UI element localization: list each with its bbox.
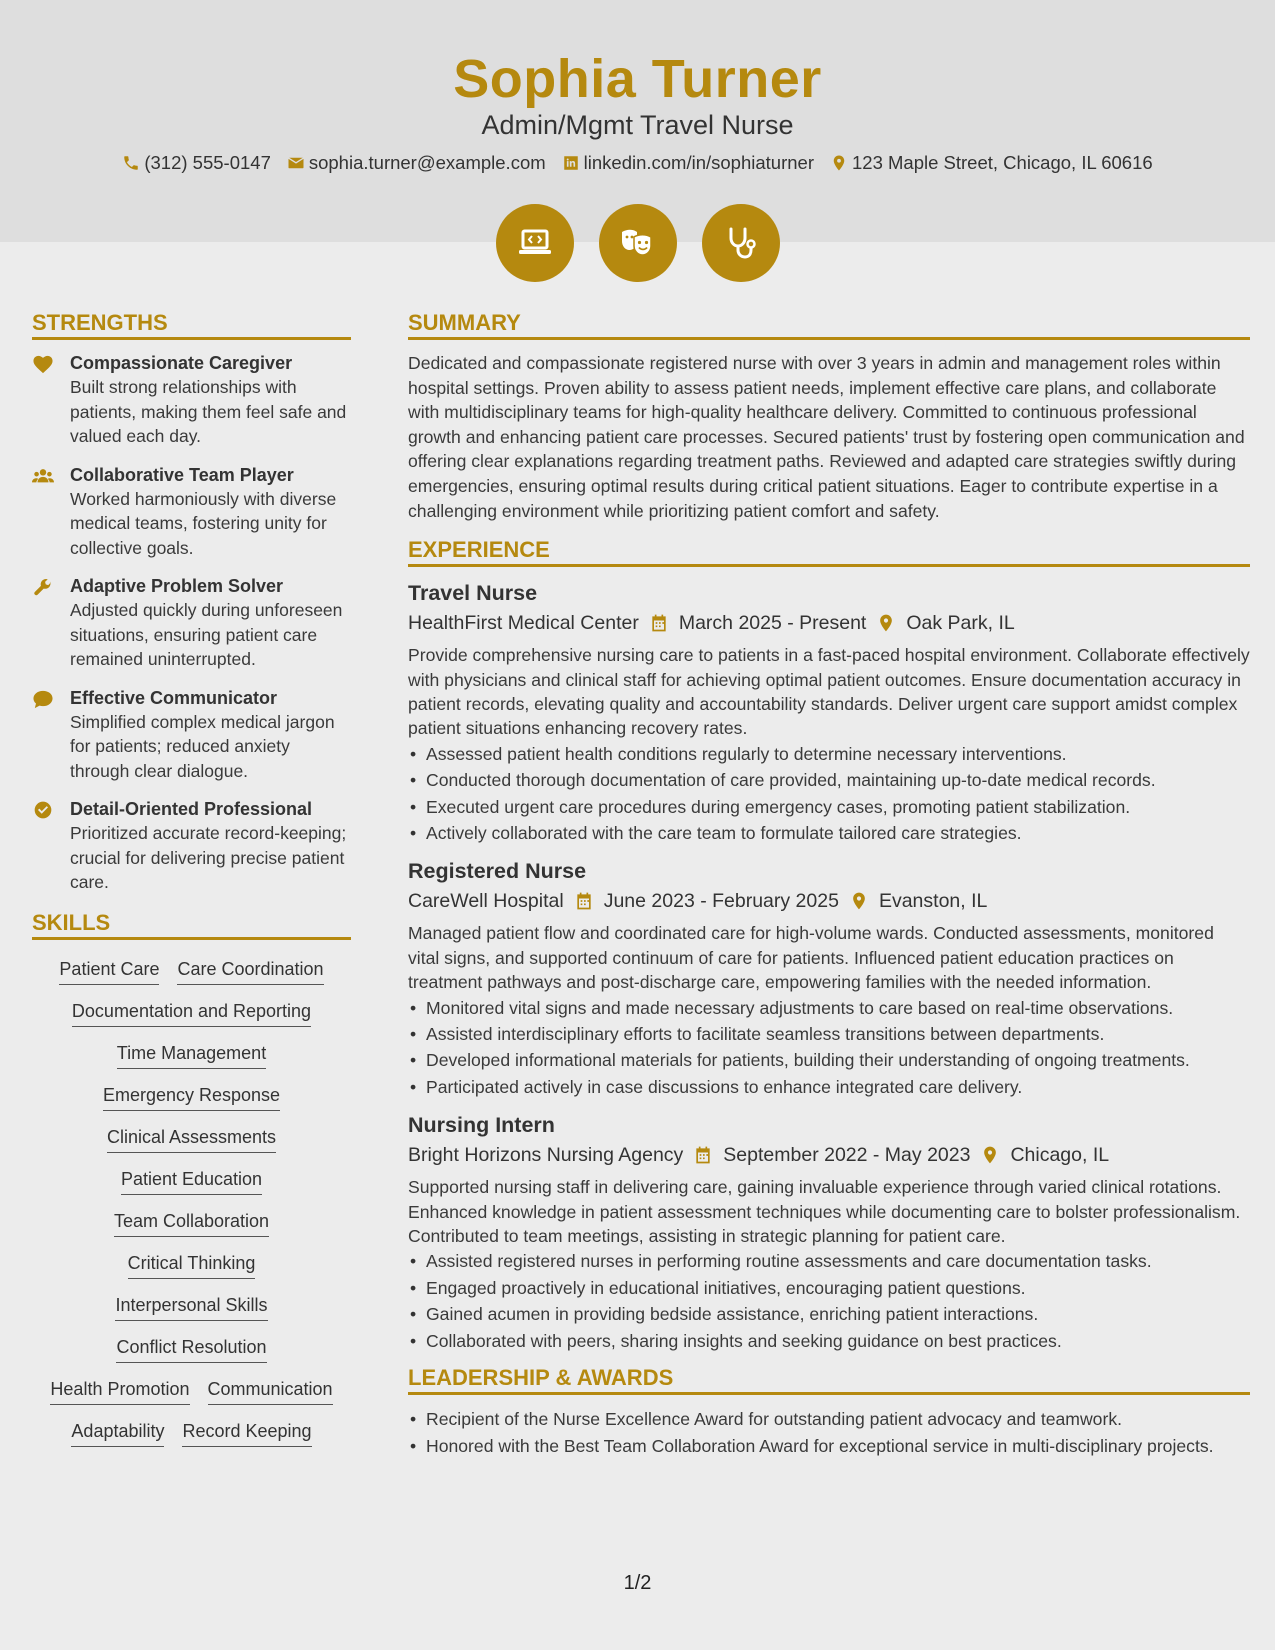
list-item: • Assisted registered nurses in performing routine assessments and care documentation tasks. bbox=[408, 1249, 1250, 1273]
list-item: • Conducted thorough documentation of care provided, maintaining up-to-date medical records. bbox=[408, 768, 1250, 792]
strength-desc: Worked harmoniously with diverse medical teams, fostering unity for collective goals. bbox=[70, 488, 337, 558]
right-column bbox=[408, 310, 1250, 1460]
job-location: Evanston, IL bbox=[878, 890, 988, 913]
contact-address bbox=[830, 152, 1153, 174]
job-entry bbox=[408, 1111, 1250, 1353]
job-company: Bright Horizons Nursing Agency bbox=[408, 1144, 684, 1167]
list-item: • Gained acumen in providing bedside assistance, enriching patient interactions. bbox=[408, 1302, 1250, 1326]
skill-row bbox=[32, 1208, 351, 1237]
job-role: Registered Nurse bbox=[408, 859, 587, 884]
skill-row bbox=[32, 998, 351, 1027]
job-entry bbox=[408, 579, 1250, 845]
list-item: • Actively collaborated with the care team to formulate tailored care strategies. bbox=[408, 821, 1250, 845]
skill-row bbox=[32, 1082, 351, 1111]
stethoscope-icon bbox=[721, 223, 761, 263]
skill-tag: Conflict Resolution bbox=[116, 1334, 266, 1363]
list-item: • Engaged proactively in educational initiatives, encouraging patient questions. bbox=[408, 1276, 1250, 1300]
skill-row bbox=[32, 1334, 351, 1363]
job-role: Nursing Intern bbox=[408, 1113, 555, 1138]
job-bullets bbox=[408, 742, 1250, 846]
wrench-icon bbox=[32, 577, 54, 597]
candidate-name: Sophia Turner bbox=[453, 49, 822, 109]
strength-desc: Prioritized accurate record-keeping; crucial for delivering precise patient care. bbox=[70, 823, 347, 892]
strength-desc: Simplified complex medical jargon for patients; reduced anxiety through clear dialogue. bbox=[70, 711, 335, 781]
list-item: • Developed informational materials for patients, building their understanding of ongoing treatments. bbox=[408, 1048, 1250, 1072]
job-meta bbox=[408, 609, 1250, 637]
job-description: Provide comprehensive nursing care to patients in a fast-paced hospital environment. Collaborate effectively with physicians and clinical staff for achieving optimal patient outcomes. Ensure documentation accuracy in patient records, elevating quality and accountability standards. Deliver urgent care support amidst complex patient situations enhancing recovery rates. bbox=[408, 645, 1250, 739]
contact-bar bbox=[0, 152, 1275, 174]
contact-email-text: sophia.turner@example.com bbox=[308, 152, 546, 173]
strength-item bbox=[32, 687, 351, 784]
badge-masks bbox=[599, 204, 677, 282]
summary-heading: SUMMARY bbox=[408, 310, 1250, 340]
job-company: CareWell Hospital bbox=[408, 890, 564, 913]
list-item: • Monitored vital signs and made necessary adjustments to care based on real-time observations. bbox=[408, 996, 1250, 1020]
job-bullets bbox=[408, 996, 1250, 1100]
contact-email[interactable] bbox=[287, 152, 546, 174]
theater-masks-icon bbox=[618, 223, 658, 263]
job-location: Oak Park, IL bbox=[906, 612, 1015, 635]
skill-row bbox=[32, 1124, 351, 1153]
job-role: Travel Nurse bbox=[408, 581, 538, 606]
heart-icon bbox=[32, 354, 54, 374]
users-icon bbox=[32, 466, 54, 486]
strength-title: Adaptive Problem Solver bbox=[70, 576, 284, 596]
job-description: Managed patient flow and coordinated care for high-volume wards. Conducted assessments, monitored vital signs, and supported continuum of care for patients. Influenced patient education practices on treatment pathways and post-discharge care, empowering families with the needed information. bbox=[408, 923, 1214, 993]
skill-tag: Interpersonal Skills bbox=[115, 1292, 267, 1321]
job-dates: March 2025 - Present bbox=[678, 612, 867, 635]
phone-icon bbox=[122, 154, 140, 172]
strengths-heading: STRENGTHS bbox=[32, 310, 351, 340]
skill-row bbox=[32, 1040, 351, 1069]
job-company: HealthFirst Medical Center bbox=[408, 612, 639, 635]
envelope-icon bbox=[287, 154, 305, 172]
calendar-icon bbox=[574, 891, 594, 911]
job-location: Chicago, IL bbox=[1010, 1144, 1110, 1167]
job-meta bbox=[408, 1141, 1250, 1169]
skill-row bbox=[32, 1166, 351, 1195]
skill-tag: Critical Thinking bbox=[128, 1250, 256, 1279]
badge-stethoscope bbox=[702, 204, 780, 282]
calendar-icon bbox=[649, 613, 669, 633]
strength-item bbox=[32, 352, 351, 449]
skill-row bbox=[32, 1376, 351, 1405]
skill-tag: Health Promotion bbox=[50, 1376, 189, 1405]
contact-phone[interactable] bbox=[122, 152, 271, 174]
contact-linkedin[interactable] bbox=[562, 152, 814, 174]
awards-list bbox=[408, 1407, 1250, 1458]
job-bullets bbox=[408, 1249, 1250, 1353]
contact-linkedin-text: linkedin.com/in/sophiaturner bbox=[583, 152, 814, 173]
comment-icon bbox=[32, 689, 54, 709]
list-item: • Honored with the Best Team Collaboration Award for exceptional service in multi-disciplinary projects. bbox=[408, 1434, 1250, 1458]
list-item: • Executed urgent care procedures during emergency cases, promoting patient stabilization. bbox=[408, 795, 1250, 819]
list-item: • Assisted interdisciplinary efforts to facilitate seamless transitions between departments. bbox=[408, 1022, 1250, 1046]
job-description: Supported nursing staff in delivering care, gaining invaluable experience through varied clinical rotations. Enhanced knowledge in patient assessment techniques while documenting care to bolster professionalism. Contributed to team meetings, assisting in strategic planning for patient care. bbox=[408, 1177, 1241, 1247]
skill-row bbox=[32, 1250, 351, 1279]
page-number: 1/2 bbox=[623, 1572, 652, 1594]
skill-tag: Adaptability bbox=[71, 1418, 164, 1447]
map-pin-icon bbox=[876, 613, 896, 633]
job-dates: June 2023 - February 2025 bbox=[603, 890, 839, 913]
map-pin-icon bbox=[980, 1145, 1000, 1165]
job-dates: September 2022 - May 2023 bbox=[723, 1144, 971, 1167]
experience-heading: EXPERIENCE bbox=[408, 537, 1250, 567]
map-pin-icon bbox=[830, 154, 848, 172]
contact-phone-text: (312) 555-0147 bbox=[144, 152, 271, 173]
skill-row bbox=[32, 1292, 351, 1321]
badge-laptop bbox=[496, 204, 574, 282]
job-meta bbox=[408, 887, 1250, 915]
skill-tag: Care Coordination bbox=[177, 956, 323, 985]
skill-tag: Clinical Assessments bbox=[107, 1124, 276, 1153]
candidate-title: Admin/Mgmt Travel Nurse bbox=[481, 110, 794, 140]
contact-address-text: 123 Maple Street, Chicago, IL 60616 bbox=[852, 152, 1153, 173]
skill-tag: Record Keeping bbox=[182, 1418, 311, 1447]
skill-row bbox=[32, 1418, 351, 1447]
awards-heading: LEADERSHIP & AWARDS bbox=[408, 1365, 1250, 1395]
skill-tag: Team Collaboration bbox=[114, 1208, 269, 1237]
left-column bbox=[32, 310, 351, 1447]
strength-item bbox=[32, 575, 351, 672]
strength-title: Collaborative Team Player bbox=[70, 464, 294, 485]
list-item: • Assessed patient health conditions regularly to determine necessary interventions. bbox=[408, 742, 1250, 766]
strength-desc: Adjusted quickly during unforeseen situations, ensuring patient care remained uninterrupted. bbox=[70, 600, 343, 669]
summary-text: Dedicated and compassionate registered nurse with over 3 years in admin and management roles within hospital settings. Proven ability to assess patient needs, implement effective care plans, and collaborate with multidisciplinary teams for high-quality healthcare delivery. Committed to continuous professional growth and enhancing patient care processes. Secured patients' trust by fostering open communication and offering clear explanations regarding treatment paths. Reviewed and adapted care strategies swiftly during emergencies, ensuring optimal results during critical patient situations. Eager to contribute expertise in a challenging environment while prioritizing patient comfort and safety. bbox=[408, 353, 1245, 521]
icon-badges bbox=[0, 204, 1275, 282]
list-item: • Participated actively in case discussions to enhance integrated care delivery. bbox=[408, 1075, 1250, 1099]
map-pin-icon bbox=[849, 891, 869, 911]
skill-tag: Communication bbox=[208, 1376, 333, 1405]
skill-tag: Emergency Response bbox=[103, 1082, 280, 1111]
strength-desc: Built strong relationships with patients, making them feel safe and valued each day. bbox=[70, 377, 347, 446]
strength-item bbox=[32, 798, 351, 895]
strength-title: Compassionate Caregiver bbox=[70, 353, 293, 373]
skill-tag: Patient Care bbox=[59, 956, 159, 985]
calendar-icon bbox=[693, 1145, 713, 1165]
skill-tag: Patient Education bbox=[121, 1166, 262, 1195]
strength-title: Effective Communicator bbox=[70, 687, 278, 708]
strength-title: Detail-Oriented Professional bbox=[70, 799, 313, 819]
skills-list bbox=[32, 952, 351, 1447]
linkedin-icon bbox=[562, 154, 580, 172]
list-item: • Collaborated with peers, sharing insights and seeking guidance on best practices. bbox=[408, 1329, 1250, 1353]
skill-row bbox=[32, 956, 351, 985]
job-entry bbox=[408, 857, 1250, 1099]
check-circle-icon bbox=[32, 800, 54, 820]
list-item: • Recipient of the Nurse Excellence Award for outstanding patient advocacy and teamwork. bbox=[408, 1407, 1250, 1431]
skill-tag: Documentation and Reporting bbox=[72, 998, 311, 1027]
laptop-code-icon bbox=[515, 223, 555, 263]
strength-item bbox=[32, 464, 351, 561]
skills-heading: SKILLS bbox=[32, 910, 351, 940]
skill-tag: Time Management bbox=[117, 1040, 266, 1069]
